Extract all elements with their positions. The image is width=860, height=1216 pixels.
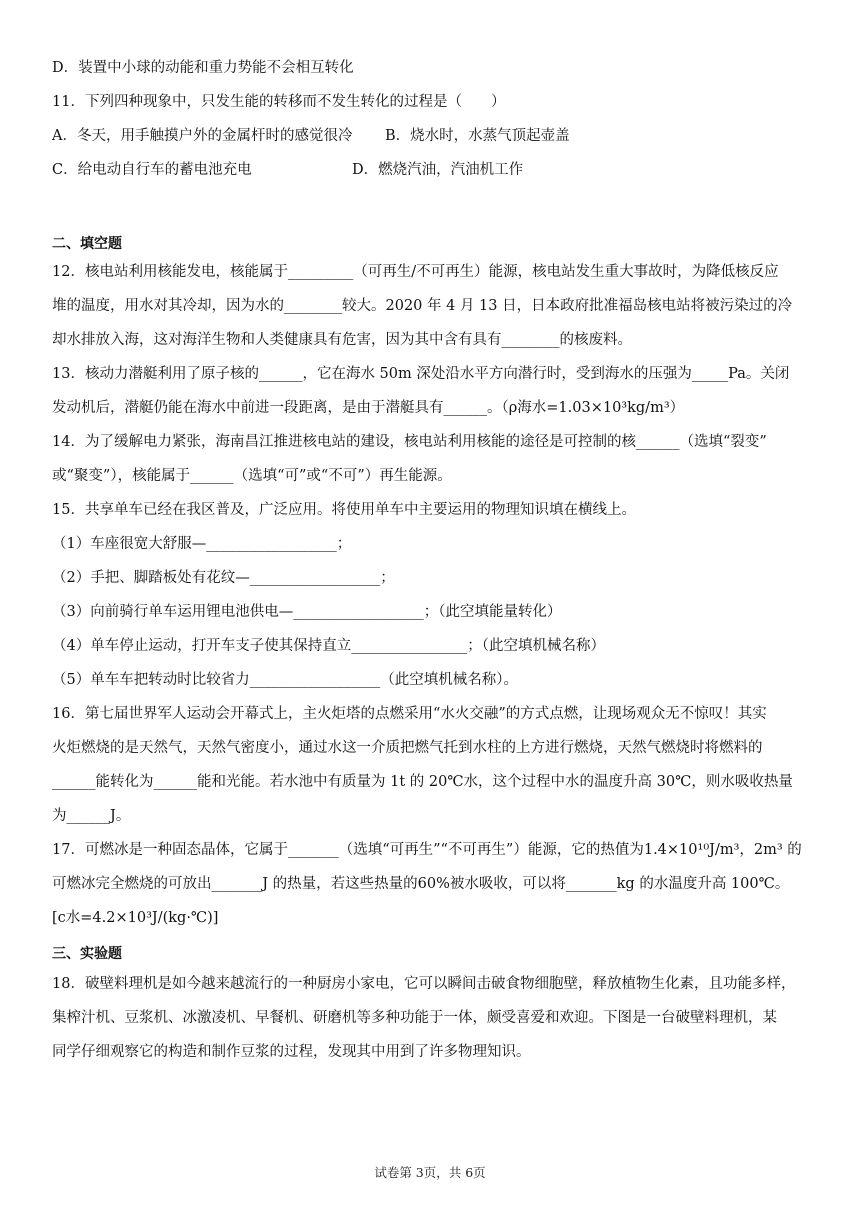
question-13-line-1: 13．核动力潜艇利用了原子核的______，它在海水 50m 深处沿水平方向潜行时，受到海水的压强为_____Pa。关闭 bbox=[52, 366, 790, 382]
question-16-line-1: 16．第七届世界军人运动会开幕式上，主火炬塔的点燃采用“水火交融”的方式点燃，让现场观众无不惊叹！其实 bbox=[52, 706, 767, 722]
question-15-part-2: （2）手把、脚踏板处有花纹—__________________； bbox=[52, 570, 395, 586]
q11-option-d: D．燃烧汽油，汽油机工作 bbox=[352, 162, 524, 178]
question-15-part-1: （1）车座很宽大舒服—__________________； bbox=[52, 536, 352, 552]
question-17-line-2: 可燃冰完全燃烧的可放出_______J 的热量，若这些热量的60%被水吸收，可以将_______kg 的水温度升高 100℃。 bbox=[52, 876, 790, 892]
question-18-line-3: 同学仔细观察它的构造和制作豆浆的过程，发现其中用到了许多物理知识。 bbox=[52, 1044, 531, 1060]
question-17-line-1: 17．可燃冰是一种固态晶体，它属于_______（选填“可再生”“不可再生”）能源，它的热值为1.4×10¹⁰J/m³，2m³ 的 bbox=[52, 842, 802, 858]
section-heading-experiment: 三、实验题 bbox=[52, 946, 122, 962]
question-13-line-2: 发动机后，潜艇仍能在海水中前进一段距离，是由于潜艇具有______。（ρ海水=1.03×10³kg/m³） bbox=[52, 400, 685, 416]
question-12-line-1: 12．核电站利用核能发电，核能属于_________（可再生/不可再生）能源，核电站发生重大事故时，为降低核反应 bbox=[52, 264, 779, 280]
question-15: 15．共享单车已经在我区普及，广泛应用。将使用单车中主要运用的物理知识填在横线上。 bbox=[52, 502, 636, 518]
question-17-constant: [c水=4.2×10³J/(kg·℃)] bbox=[52, 910, 219, 926]
page-footer: 试卷第 3页，共 6页 bbox=[374, 1165, 486, 1180]
question-11: 11．下列四种现象中，只发生能的转移而不发生转化的过程是（ ） bbox=[52, 94, 506, 110]
question-15-part-4: （4）单车停止运动，打开车支子使其保持直立________________；（此空填机械名称） bbox=[52, 638, 605, 654]
question-14-line-1: 14．为了缓解电力紧张，海南昌江推进核电站的建设，核电站利用核能的途径是可控制的核______（选填“裂变” bbox=[52, 434, 767, 450]
question-18-line-2: 集榨汁机、豆浆机、冰激凌机、早餐机、研磨机等多种功能于一体，颇受喜爱和欢迎。下图是一台破壁料理机，某 bbox=[52, 1010, 777, 1026]
question-14-line-2: 或“聚变”），核能属于______（选填“可”或“不可”）再生能源。 bbox=[52, 468, 452, 484]
question-16-line-3: ______能转化为______能和光能。若水池中有质量为 1t 的 20℃水，这个过程中水的温度升高 30℃，则水吸收热量 bbox=[52, 774, 793, 790]
question-12-line-3: 却水排放入海，这对海洋生物和人类健康具有危害，因为其中含有具有________的核废料。 bbox=[52, 332, 632, 348]
question-15-part-3: （3）向前骑行单车运用锂电池供电—__________________；（此空填能量转化） bbox=[52, 604, 562, 620]
question-16-line-2: 火炬燃烧的是天然气，天然气密度小，通过水这一介质把燃气托到水柱的上方进行燃烧，天然气燃烧时将燃料的 bbox=[52, 740, 763, 756]
q11-option-b: B．烧水时，水蒸气顶起壶盖 bbox=[385, 128, 570, 144]
question-15-part-5: （5）单车车把转动时比较省力__________________（此空填机械名称）。 bbox=[52, 672, 518, 688]
question-12-line-2: 堆的温度，用水对其冷却，因为水的________较大。2020 年 4 月 13 日，日本政府批准福岛核电站将被污染过的冷 bbox=[52, 298, 793, 314]
question-18-line-1: 18．破壁料理机是如今越来越流行的一种厨房小家电，它可以瞬间击破食物细胞壁，释放植物生化素，且功能多样， bbox=[52, 976, 796, 992]
question-16-line-4: 为______J。 bbox=[52, 808, 131, 824]
q11-option-c: C．给电动自行车的蓄电池充电 bbox=[52, 162, 252, 178]
section-heading-fill-in: 二、填空题 bbox=[52, 236, 122, 252]
q11-option-a: A．冬天，用手触摸户外的金属杆时的感觉很冷 bbox=[52, 128, 353, 144]
option-d-q10: D．装置中小球的动能和重力势能不会相互转化 bbox=[52, 60, 354, 76]
